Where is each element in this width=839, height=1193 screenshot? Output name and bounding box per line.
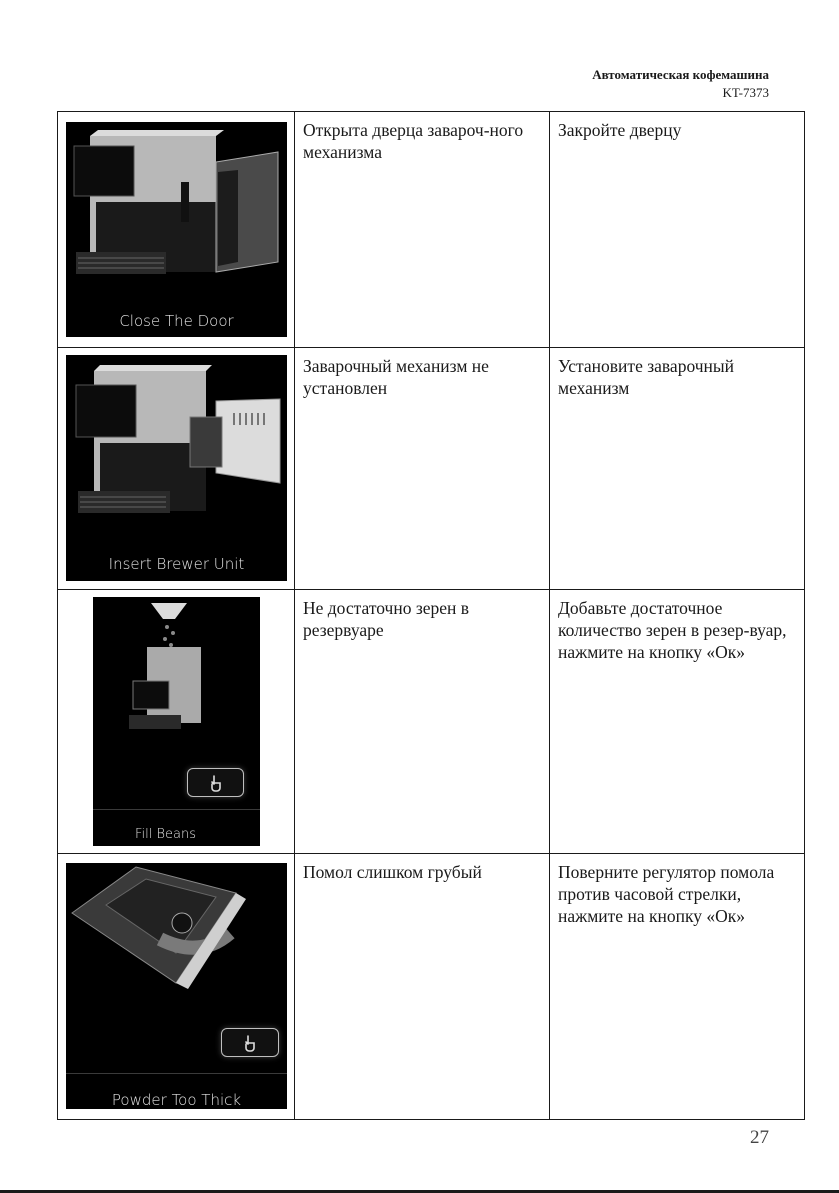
solution-cell: Установите заварочный механизм <box>550 348 805 590</box>
solution-cell: Добавьте достаточное количество зерен в резер-вуар, нажмите на кнопку «Ок» <box>550 590 805 854</box>
table-row <box>58 854 805 1120</box>
hand-touch-icon <box>242 1034 258 1052</box>
coffee-machine-open-door-image <box>66 122 287 312</box>
problem-cell: Помол слишком грубый <box>295 854 550 1120</box>
image-cell <box>58 348 295 590</box>
document-header <box>592 66 769 102</box>
screen-caption: Close The Door <box>119 312 234 330</box>
display-screenshot <box>66 863 287 1109</box>
solution-cell: Закройте дверцу <box>550 112 805 348</box>
solution-cell: Поверните регулятор помола против часовой стрелки, нажмите на кнопку «Ок» <box>550 854 805 1120</box>
ok-button[interactable] <box>221 1028 279 1057</box>
ok-button[interactable] <box>187 768 244 797</box>
display-screenshot <box>93 597 260 846</box>
display-screenshot <box>66 355 287 581</box>
problem-cell: Открыта дверца завароч-ного механизма <box>295 112 550 348</box>
screen-caption: Insert Brewer Unit <box>108 555 245 573</box>
header-model: KT-7373 <box>722 85 769 100</box>
screen-divider <box>93 809 260 810</box>
problem-cell: Заварочный механизм не установлен <box>295 348 550 590</box>
table-row <box>58 348 805 590</box>
table-row <box>58 590 805 854</box>
screen-caption: Powder Too Thick <box>111 1091 242 1109</box>
image-cell <box>58 590 295 854</box>
error-table <box>57 111 805 1120</box>
screen-caption: Fill Beans <box>135 827 196 842</box>
page-number: 27 <box>750 1127 769 1148</box>
screen-divider <box>66 1073 287 1074</box>
header-title: Автоматическая кофемашина <box>592 67 769 82</box>
table-row <box>58 112 805 348</box>
display-screenshot <box>66 122 287 337</box>
hand-touch-icon <box>208 774 224 792</box>
grinder-adjust-image <box>66 863 287 993</box>
image-cell <box>58 854 295 1120</box>
image-cell <box>58 112 295 348</box>
coffee-machine-no-brewer-image <box>66 355 287 551</box>
problem-cell: Не достаточно зерен в резервуаре <box>295 590 550 854</box>
